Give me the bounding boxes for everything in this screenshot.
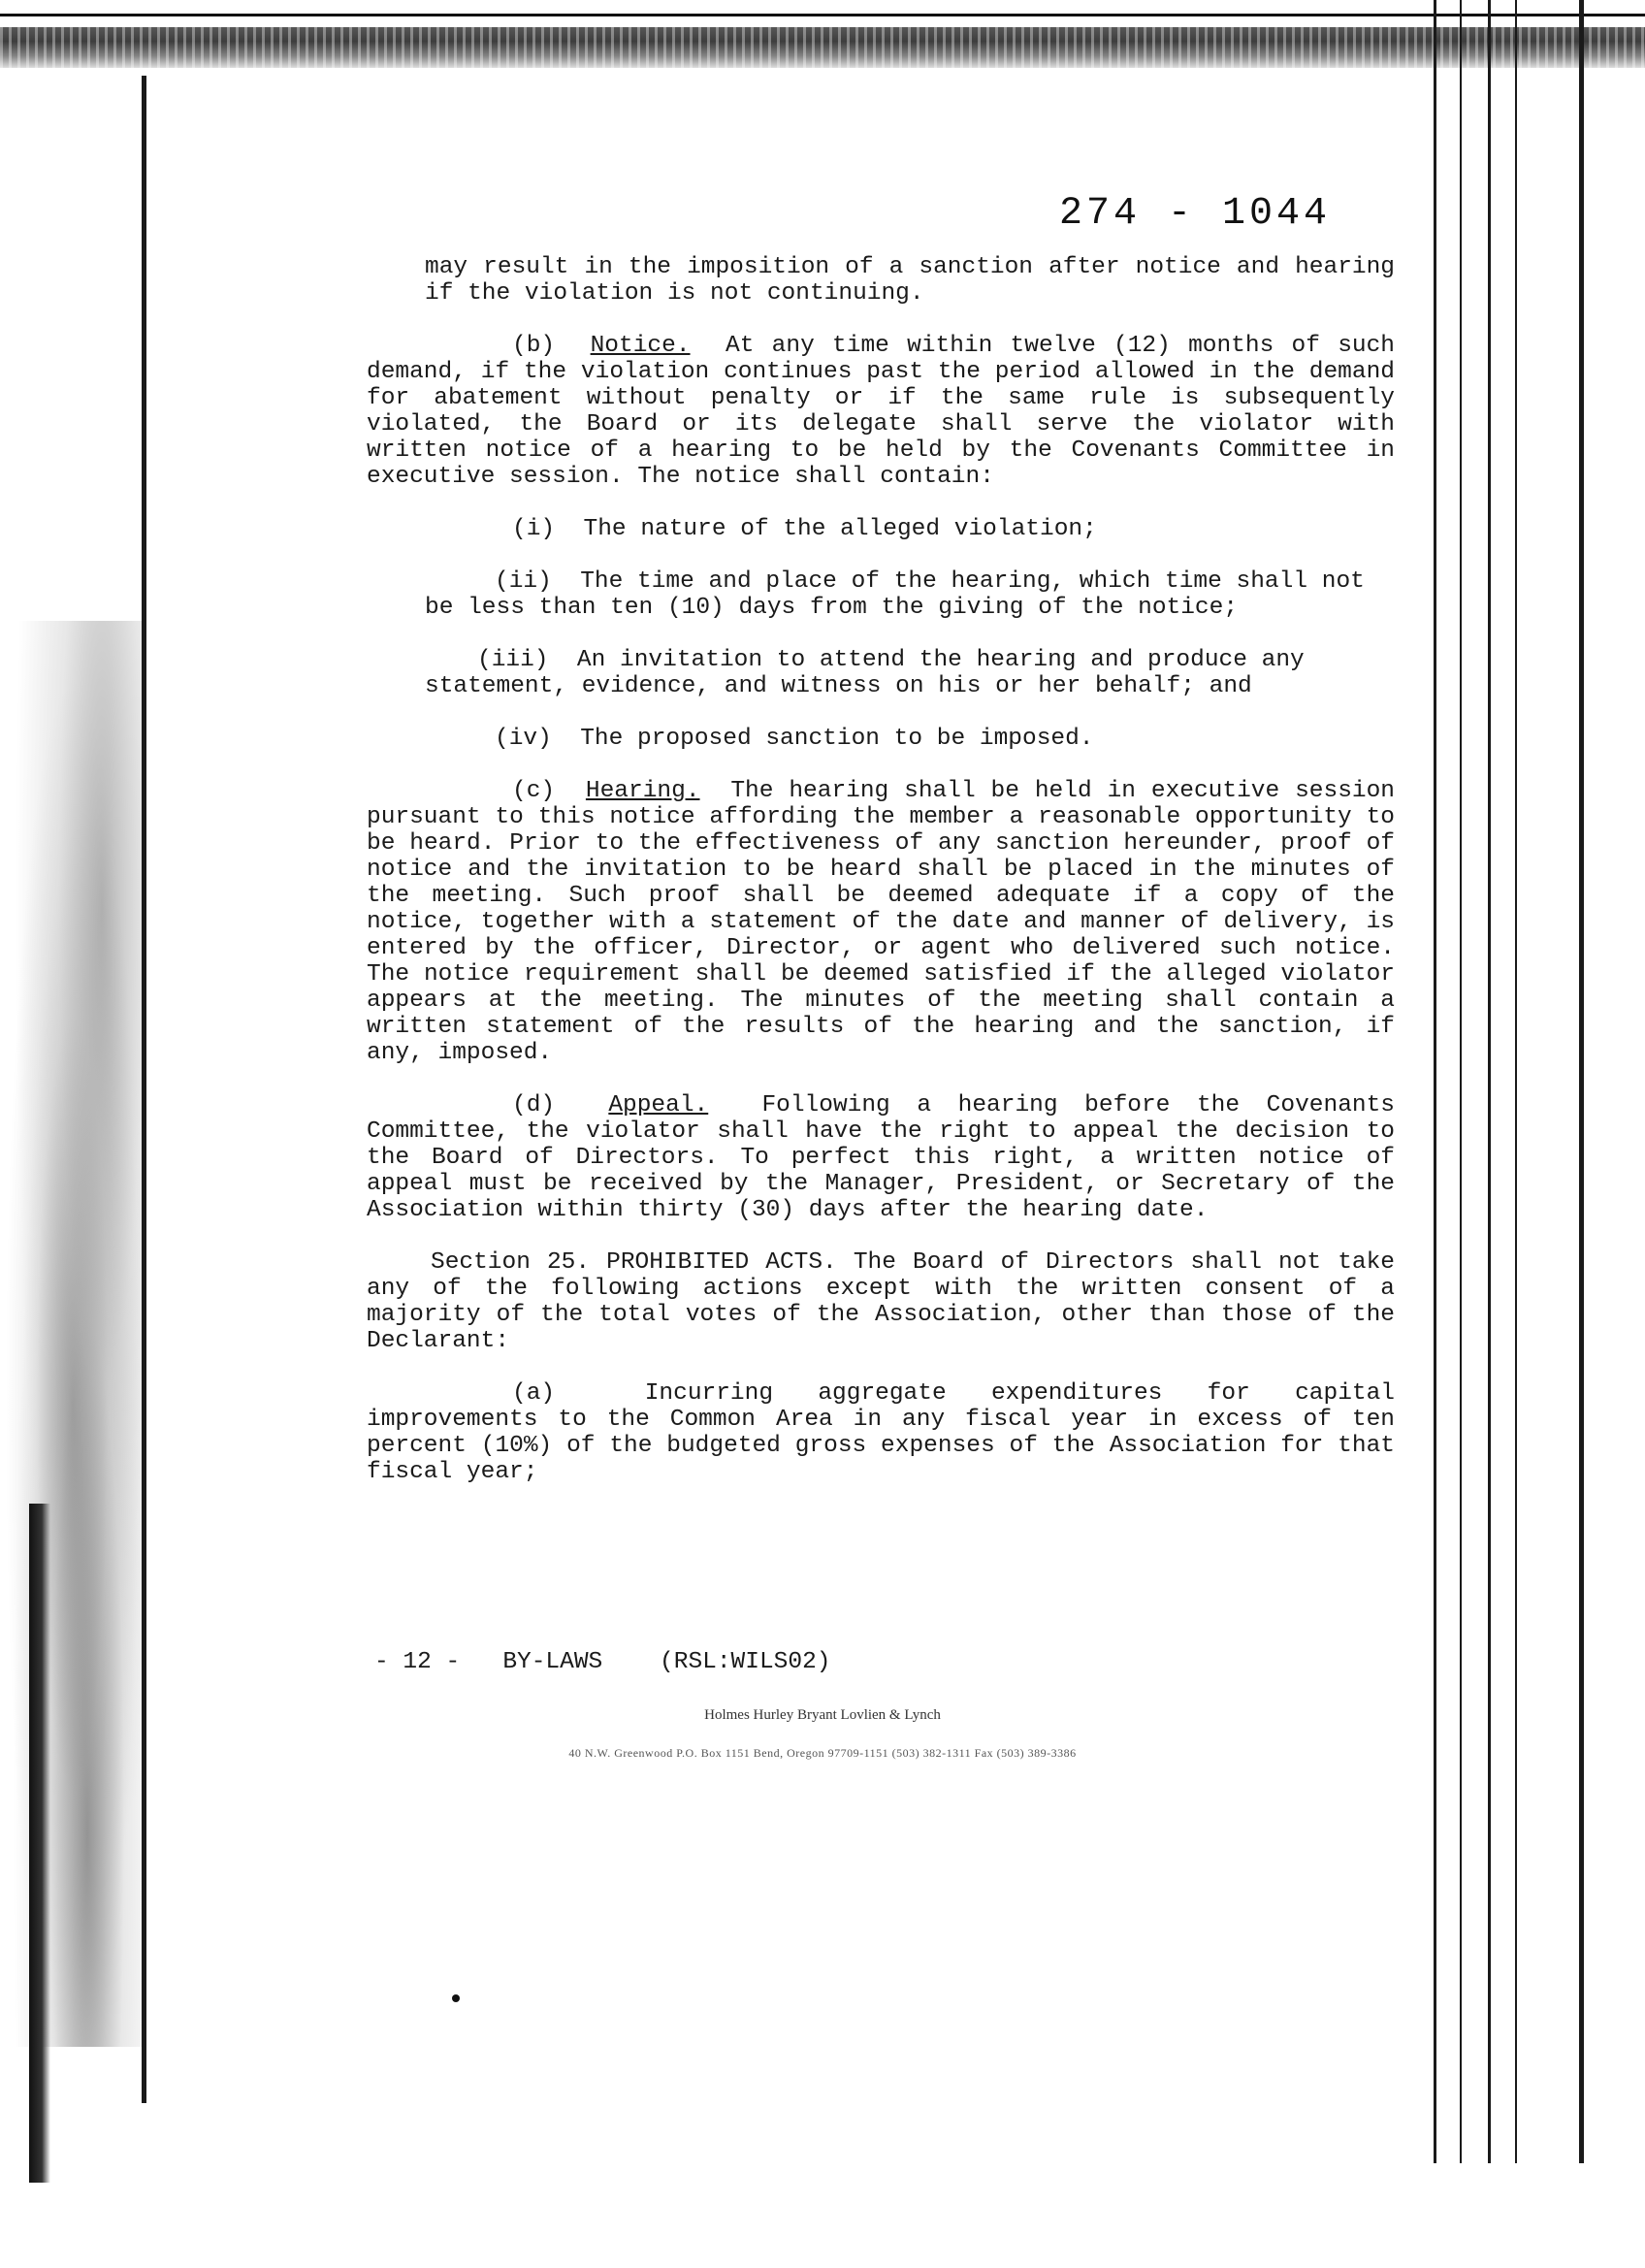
section-text: Incurring aggregate expenditures for capital improvements to the Common Area in any fiscal year in excess of ten percent (10%) of the budgeted gross expenses of the Association for that fiscal year; — [367, 1380, 1396, 1485]
scan-right-rule — [1460, 0, 1462, 2163]
section-heading: Hearing. — [585, 778, 700, 804]
section-label: (d) — [512, 1092, 556, 1118]
scan-right-rule — [1579, 0, 1584, 2163]
paragraph-d-appeal — [367, 1092, 1395, 1223]
scan-left-rule — [142, 76, 146, 2103]
scan-right-rule — [1434, 0, 1436, 2163]
paragraph-c-hearing — [367, 778, 1395, 1066]
document-body — [367, 254, 1395, 1511]
section-label: (b) — [512, 333, 556, 359]
scan-left-smudge — [0, 621, 145, 2047]
paragraph-b-notice — [367, 333, 1395, 490]
scan-left-dark-edge — [29, 1504, 50, 2183]
firm-address: 40 N.W. Greenwood P.O. Box 1151 Bend, Oregon 97709-1151 (503) 382-1311 Fax (503) 389-3386 — [568, 1746, 1077, 1760]
section-heading: Notice. — [590, 333, 691, 359]
section-text: Section 25. PROHIBITED ACTS. The Board of Directors shall not take any of the following actions except with the written consent of a majority of the total votes of the Association, other than those of the Declarant: — [367, 1249, 1395, 1354]
list-item-iii: (iii) An invitation to attend the hearing and produce any statement, evidence, and witness on his or her behalf; and — [425, 647, 1305, 699]
page-number: 274 - 1044 — [1059, 192, 1332, 236]
section-label: (a) — [512, 1380, 556, 1407]
list-item-iv: (iv) The proposed sanction to be imposed. — [495, 726, 1094, 752]
section-label: (c) — [512, 778, 556, 804]
firm-letterhead: Holmes Hurley Bryant Lovlien & Lynch — [704, 1707, 941, 1723]
section-heading: Appeal. — [608, 1092, 709, 1118]
section-text: The hearing shall be held in executive session pursuant to this notice affording the member a reasonable opportunity to be heard. Prior to the effectiveness of any sanction hereunder, proof of notice and the invitation to be heard shall be placed in the minutes of the meeting. Such proof shall be deemed adequate if a copy of the notice, together with a statement of the date and manner of delivery, is entered by the officer, Director, or agent who delivered such notice. The notice requirement shall be deemed satisfied if the alleged violator appears at the meeting. The minutes of the meeting shall contain a written statement of the results of the hearing and the sanction, if any, imposed. — [367, 778, 1396, 1066]
scan-top-band — [0, 27, 1645, 68]
list-item-i: (i) The nature of the alleged violation; — [512, 516, 1097, 542]
section-text: At any time within twelve (12) months of such demand, if the violation continues past the period allowed in the demand for abatement without penalty or if the same rule is subsequently violated, the Board or its delegate shall serve the violator with written notice of a hearing to be held by the Covenants Committee in executive session. The notice shall contain: — [367, 333, 1396, 490]
scan-right-rule — [1488, 0, 1491, 2163]
list-item-ii: (ii) The time and place of the hearing, which time shall not be less than ten (10) days from the giving of the notice; — [425, 568, 1365, 621]
scan-top-line — [0, 14, 1645, 16]
paragraph-a-expenditures — [367, 1380, 1395, 1485]
paragraph-section-25 — [367, 1249, 1395, 1354]
scan-right-rule — [1515, 0, 1517, 2163]
footer-page-label: - 12 - BY-LAWS (RSL:WILS02) — [374, 1649, 831, 1675]
section-text: Following a hearing before the Covenants Committee, the violator shall have the right to appeal the decision to the Board of Directors. To perfect this right, a written notice of appeal must be received by the Manager, President, or Secretary of the Association within thirty (30) days after the hearing date. — [367, 1092, 1396, 1223]
scan-speck — [452, 1994, 460, 2002]
paragraph-continuation: may result in the imposition of a sanction after notice and hearing if the violation is not continuing. — [425, 254, 1395, 307]
